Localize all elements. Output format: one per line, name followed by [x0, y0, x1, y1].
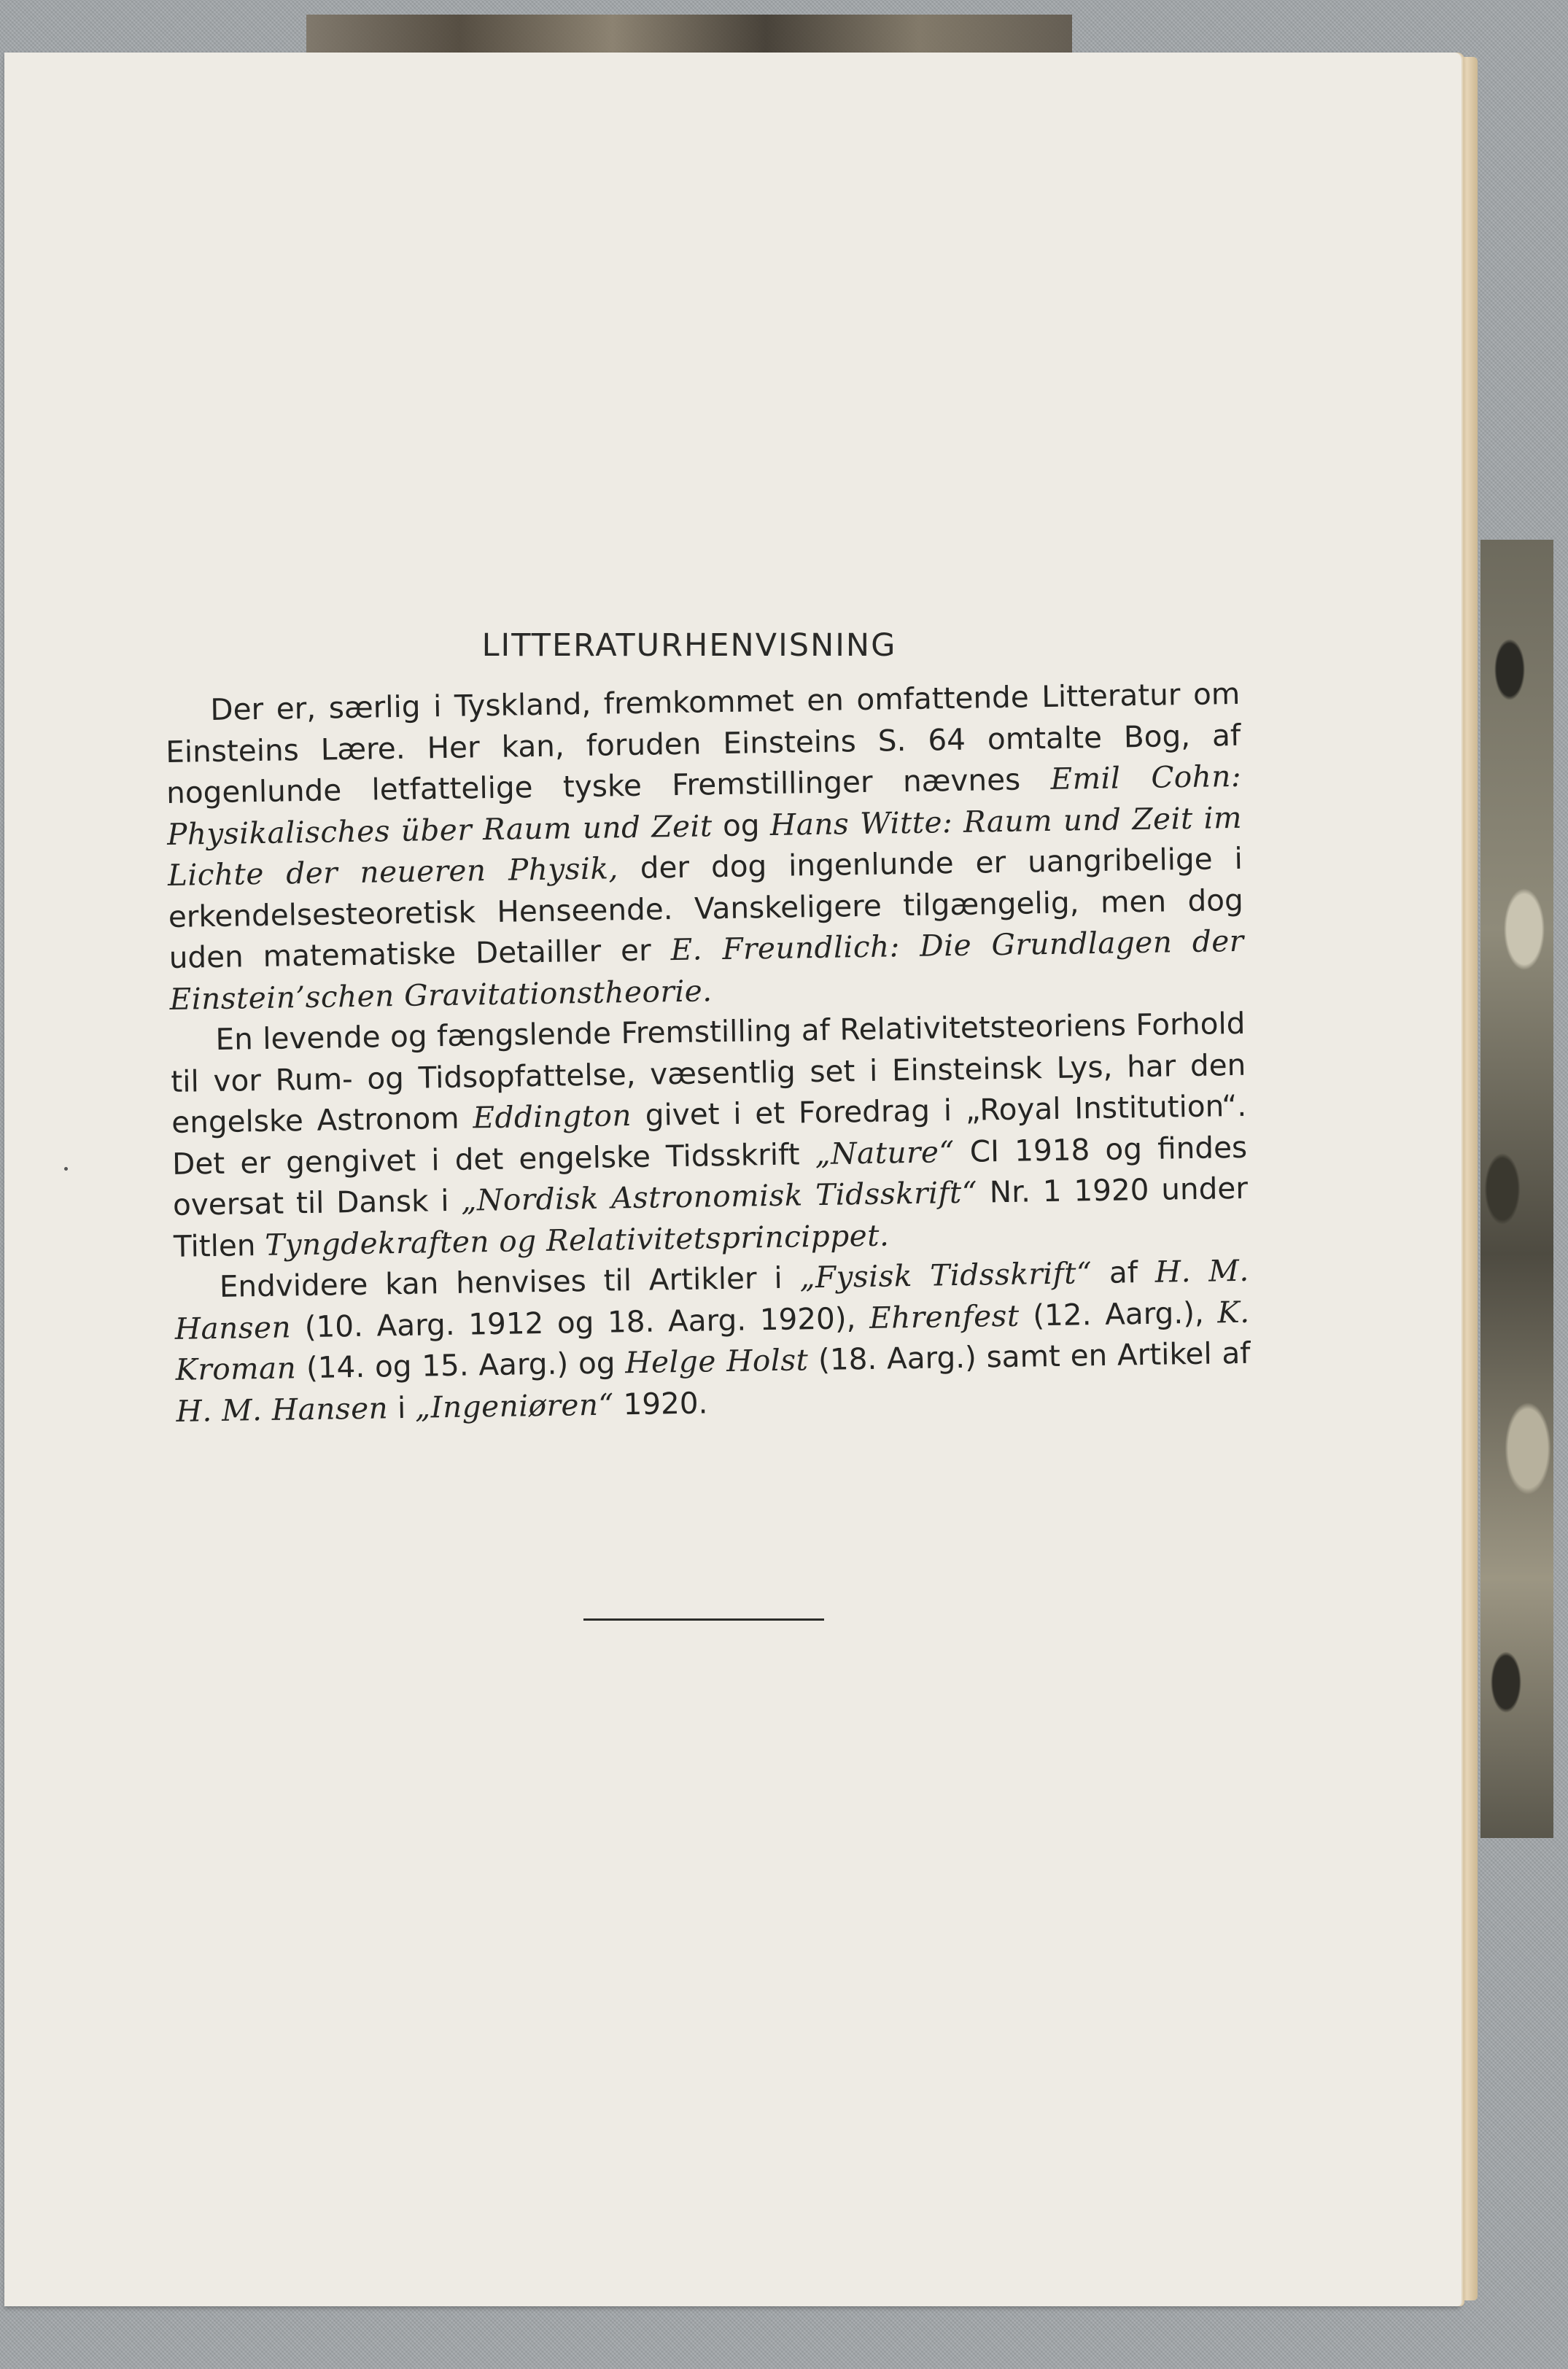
page-heading: LITTERATURHENVISNING	[481, 627, 897, 664]
paragraph-text: og	[712, 807, 771, 843]
paragraph-text: der dog ingenlunde er uangribelige i erkendelsesteoretisk Henseende. Vanskeligere tilgængelig, men dog uden matematiske Detailler er	[168, 840, 1244, 975]
paragraph-text: CI 1918 og findes oversat til Dansk i	[172, 1129, 1248, 1222]
margin-speck	[64, 1167, 68, 1171]
paragraph-text: En levende og fængslende Fremstilling af Relativitetsteoriens Forhold til vor Rum- og Tidsopfattelse, væsentlig set i Einsteinsk Lys, har den engelske Astronom	[171, 1005, 1246, 1140]
paragraph-text: Nr. 1 1920 under Titlen	[173, 1170, 1249, 1264]
italic-reference-text: Helge Holst	[624, 1342, 809, 1381]
paragraph-3	[174, 1250, 1251, 1432]
italic-reference-text: K. Kroman	[175, 1294, 1250, 1387]
italic-reference-text: „Ingeniøren“	[414, 1386, 615, 1425]
italic-reference-text: Eddington	[473, 1098, 632, 1136]
paragraph-2	[170, 1003, 1249, 1267]
italic-reference-text: E. Freundlich: Die Grundlagen der Einstein’schen Gravitationstheorie.	[169, 923, 1244, 1017]
italic-reference-text: „Nordisk Astronomisk Tidsskrift“	[461, 1174, 978, 1218]
italic-reference-text: Tyngdekraften og Relativitetsprincippet.	[264, 1217, 890, 1263]
italic-reference-text: „Nature“	[815, 1133, 955, 1171]
italic-reference-text: „Fysisk Tidsskrift“	[799, 1255, 1092, 1295]
paragraph-text: Der er, særlig i Tyskland, fremkommet en omfattende Litteratur om Einsteins Lære. Her kan, foruden Einsteins S. 64 omtalte Bog, af nogenlunde letfattelige tyske Fremstillinger nævnes	[165, 675, 1241, 810]
section-divider-rule	[583, 1618, 824, 1621]
paragraph-text: givet i et Foredrag i „Royal Institution“. Det er gengivet i det engelske Tidsskrift	[171, 1087, 1247, 1182]
paragraph-text: (10. Aarg. 1912 og 18. Aarg. 1920),	[290, 1300, 870, 1344]
paragraph-text: i	[387, 1389, 416, 1425]
marbled-cover-edge	[1480, 540, 1553, 1838]
paragraph-text: (14. og 15. Aarg.) og	[295, 1345, 626, 1386]
italic-reference-text: Emil Cohn: Physikalisches über Raum und Zeit	[166, 758, 1242, 852]
paragraph-text: 1920.	[613, 1384, 708, 1422]
paragraph-text: (12. Aarg.),	[1019, 1294, 1218, 1333]
body-text	[165, 673, 1251, 1432]
italic-reference-text: Hans Witte: Raum und Zeit im Lichte der neueren Physik,	[167, 799, 1243, 893]
italic-reference-text: H. M. Hansen	[176, 1389, 389, 1429]
italic-reference-text: Ehrenfest	[869, 1298, 1020, 1335]
italic-reference-text: H. M. Hansen	[174, 1252, 1250, 1346]
paragraph-1	[165, 673, 1245, 1020]
paragraph-text: (18. Aarg.) samt en Artikel af	[807, 1335, 1251, 1378]
paragraph-text: Endvidere kan henvises til Artikler i	[219, 1260, 800, 1304]
paragraph-text: af	[1091, 1254, 1156, 1291]
